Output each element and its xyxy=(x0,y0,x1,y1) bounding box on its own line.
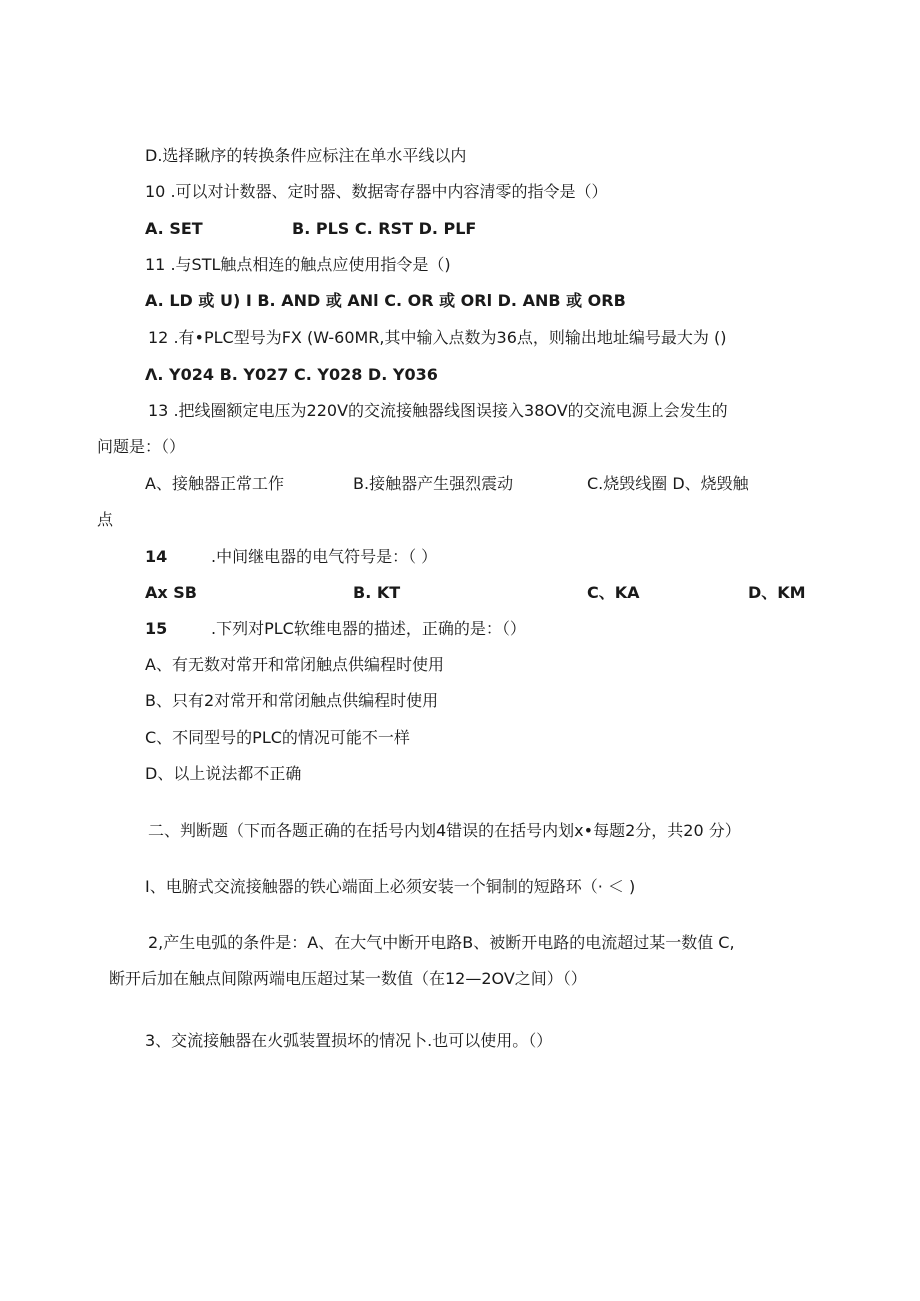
q14-option-c: C、KA xyxy=(587,583,640,602)
q10-options-bcd: B. PLS C. RST D. PLF xyxy=(292,219,477,238)
section2-item-1: I、电腑式交流接触器的铁心端面上必须安装一个铜制的短路环（· ＜ ) xyxy=(145,877,636,896)
q11-stem: 11 .与STL触点相连的触点应使用指令是（) xyxy=(145,255,451,274)
q13-option-b: B.接触器产生强烈震动 xyxy=(353,474,514,493)
q14-option-a: Ax SB xyxy=(145,583,197,602)
q10-option-a: A. SET xyxy=(145,219,203,238)
section2-heading: 二、判断题（下而各题正确的在括号内划4错误的在括号内划x•每题2分，共20 分） xyxy=(148,821,741,840)
q14-number: 14 xyxy=(145,547,168,566)
q15-stem: .下列对PLC软维电器的描述，正确的是：（） xyxy=(211,619,526,638)
q13-option-a: A、接触器正常工作 xyxy=(145,474,284,493)
q13-option-cd: C.烧毁线圈 D、烧毁触 xyxy=(587,474,749,493)
q15-number: 15 xyxy=(145,619,168,638)
q10-stem: 10 .可以对计数器、定时器、数据寄存器中内容清零的指令是（） xyxy=(145,182,608,201)
section2-item-2-line1: 2,产生电弧的条件是：A、在大气中断开电路B、被断开电路的电流超过某一数值 C, xyxy=(148,933,735,952)
q13-stem-line1: 13 .把线圈额定电压为220V的交流接触器线图误接入38OV的交流电源上会发生的 xyxy=(148,401,728,420)
section2-item-2-line2: 断开后加在触点间隙两端电压超过某一数值（在12—2OV之间）（） xyxy=(109,969,587,988)
q12-stem: 12 .有•PLC型号为FX (W-60MR,其中输入点数为36点，则输出地址编号最大为 () xyxy=(148,328,727,347)
q11-options: A. LD 或 U) I B. AND 或 ANl C. OR 或 ORl D. ANB 或 ORB xyxy=(145,291,626,310)
q15-option-a: A、有无数对常开和常闭触点供编程时使用 xyxy=(145,655,444,674)
q9-option-d: D.选择瞅序的转换条件应标注在单水平线以内 xyxy=(145,146,467,165)
q14-stem: .中间继电器的电气符号是：（ ） xyxy=(211,547,438,566)
q12-options: Λ. Y024 B. Y027 C. Y028 D. Y036 xyxy=(145,365,438,384)
q13-option-continuation: 点 xyxy=(97,510,114,529)
q13-stem-line2: 问题是：（） xyxy=(97,437,186,456)
q15-option-d: D、以上说法都不正确 xyxy=(145,764,302,783)
q15-option-b: B、只有2对常开和常闭触点供编程时使用 xyxy=(145,691,439,710)
q14-option-b: B. KT xyxy=(353,583,401,602)
q15-option-c: C、不同型号的PLC的情况可能不一样 xyxy=(145,728,410,747)
section2-item-3: 3、交流接触器在火弧装置损坏的情况卜.也可以使用。（） xyxy=(145,1031,553,1050)
q14-option-d: D、KM xyxy=(748,583,806,602)
